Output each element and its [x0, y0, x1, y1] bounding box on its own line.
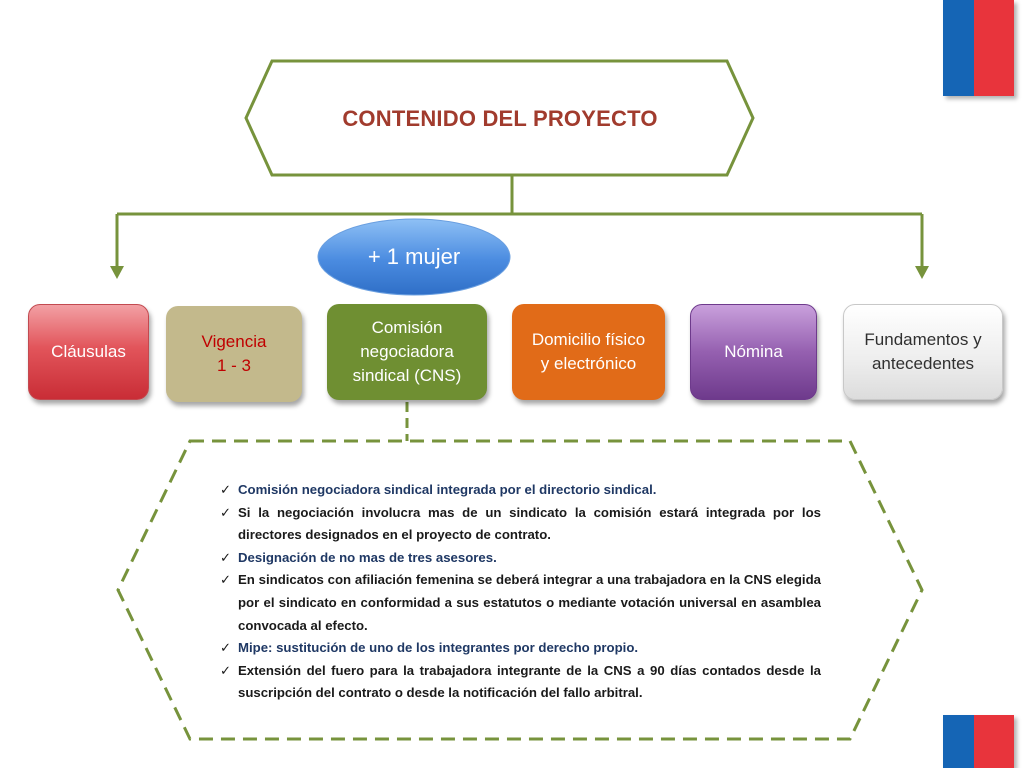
- box-label: antecedentes: [871, 354, 975, 373]
- list-item: [220, 637, 821, 660]
- check-icon: ✓: [220, 549, 232, 565]
- arrow-down-left-icon: [110, 266, 124, 279]
- flag-blue-stripe: [943, 0, 974, 96]
- list-item-text: Comisión negociadora sindical integrada por el directorio sindical.: [238, 482, 657, 497]
- box-label: 1 - 3: [216, 356, 252, 375]
- box-fundamentos: [843, 304, 1003, 400]
- women-badge: + 1 mujer: [367, 244, 461, 269]
- flag-red-stripe: [974, 715, 1014, 768]
- box-label: Vigencia: [201, 332, 267, 351]
- list-item: [220, 547, 821, 570]
- list-item-text: Designación de no mas de tres asesores.: [238, 549, 497, 565]
- box-label: Fundamentos y: [864, 330, 982, 349]
- page-title: CONTENIDO DEL PROYECTO: [342, 106, 658, 131]
- arrow-down-right-icon: [915, 266, 929, 279]
- flag-logo-top: [943, 0, 1014, 96]
- box-clausulas: [28, 304, 149, 400]
- list-item: [220, 660, 821, 705]
- check-icon: ✓: [220, 504, 232, 520]
- box-label: sindical (CNS): [352, 366, 462, 385]
- check-icon: ✓: [220, 482, 232, 497]
- flag-blue-stripe: [943, 715, 974, 768]
- box-vigencia: [166, 306, 302, 402]
- list-item-text: En sindicatos con afiliación femenina se deberá integrar a una trabajadora en la CNS elegida por el sindicato en conformidad a sus estatutos o mediante votación universal en asamblea convocada al efecto.: [238, 572, 821, 633]
- box-label: Domicilio físico: [531, 330, 646, 349]
- list-item: [220, 569, 821, 637]
- check-icon: ✓: [220, 572, 232, 588]
- list-item: [220, 502, 821, 547]
- box-label: Cláusulas: [51, 342, 126, 361]
- box-nomina: [690, 304, 817, 400]
- flag-red-stripe: [974, 0, 1014, 96]
- box-label: Nómina: [724, 342, 783, 361]
- list-item-text: Extensión del fuero para la trabajadora integrante de la CNS a 90 días contados desde la suscripción del contrato o desde la notificación del fallo arbitral.: [238, 662, 821, 701]
- box-comision: [327, 304, 487, 400]
- flag-logo-bottom: [943, 715, 1014, 768]
- box-label: y electrónico: [540, 354, 637, 373]
- list-item: [220, 479, 821, 502]
- check-icon: ✓: [220, 662, 232, 678]
- box-label: Comisión: [371, 318, 443, 337]
- bullet-list: [220, 479, 821, 705]
- check-icon: ✓: [220, 640, 232, 656]
- list-item-text: Si la negociación involucra mas de un sindicato la comisión estará integrada por los directores designados en el proyecto de contrato.: [238, 504, 821, 543]
- box-label: negociadora: [360, 342, 454, 361]
- box-domicilio: [512, 304, 665, 400]
- list-item-text: Mipe: sustitución de uno de los integrantes por derecho propio.: [238, 640, 639, 656]
